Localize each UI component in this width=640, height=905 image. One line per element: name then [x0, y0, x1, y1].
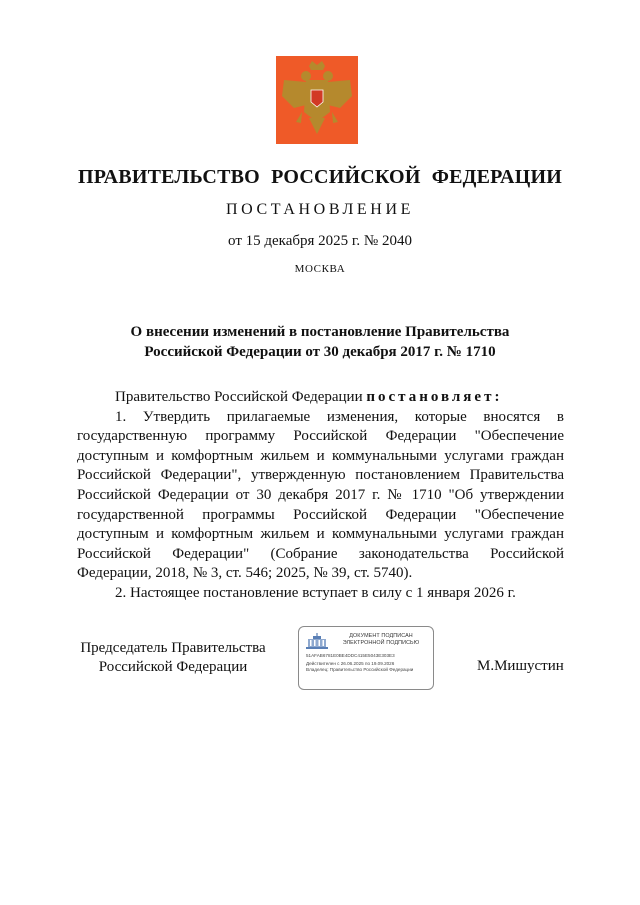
government-building-icon — [306, 633, 328, 649]
intro-paragraph — [77, 388, 564, 408]
document-subject — [80, 322, 560, 362]
signatory-name: М.Мишустин — [477, 658, 564, 674]
document-date-number: от 15 декабря 2025 г. № 2040 — [228, 233, 412, 249]
item-2: 2. Настоящее постановление вступает в силу с 1 января 2026 г. — [115, 584, 516, 601]
position-line: Председатель Правительства — [80, 640, 266, 656]
certificate-number: 51AFAB6781E0BE4DDC415E5043E303E3 — [306, 653, 395, 658]
subject-line: О внесении изменений в постановление Правительства — [130, 324, 510, 340]
position-line: Российской Федерации — [98, 659, 248, 675]
subject-line: Российской Федерации от 30 декабря 2017 г. № 1710 — [144, 344, 496, 360]
decree-word: постановляет: — [366, 389, 503, 405]
item-1: 1. Утвердить прилагаемые изменения, которые вносятся в государственную программу Российской Федерации "Обеспечение доступным и комфортным жильем и коммунальными услугами граждан Российской Федерации", утвержденную постановлением Правительства Российской Федерации от 30 декабря 2017 г. № 1710 "Об утверждении государственной программы Российской Федерации "Обеспечение доступным и комфортным жильем и коммунальными услугами граждан Российской Федерации" (Собрание законодательства Российской Федерации, 2018, № 3, ст. 546; 2025, № 39, ст. 5740). — [77, 408, 564, 582]
stamp-title-line: ДОКУМЕНТ ПОДПИСАН — [349, 633, 413, 639]
certificate-owner: Владелец: Правительство Российской Федерации — [306, 667, 414, 672]
government-title: ПРАВИТЕЛЬСТВО РОССИЙСКОЙ ФЕДЕРАЦИИ — [78, 166, 562, 188]
certificate-validity: Действителен с 26.06.2025 по 19.09.2026 — [306, 661, 395, 666]
document-type: ПОСТАНОВЛЕНИЕ — [226, 201, 414, 218]
signatory-position — [78, 639, 268, 677]
stamp-title — [331, 633, 431, 647]
stamp-title-line: ЭЛЕКТРОННОЙ ПОДПИСЬЮ — [342, 640, 420, 646]
coat-of-arms-icon — [276, 56, 358, 144]
city: МОСКВА — [294, 263, 346, 275]
electronic-signature-stamp — [298, 626, 434, 690]
coat-of-arms-emblem — [276, 56, 358, 144]
intro-text: Правительство Российской Федерации — [115, 389, 367, 405]
document-body — [77, 388, 564, 604]
